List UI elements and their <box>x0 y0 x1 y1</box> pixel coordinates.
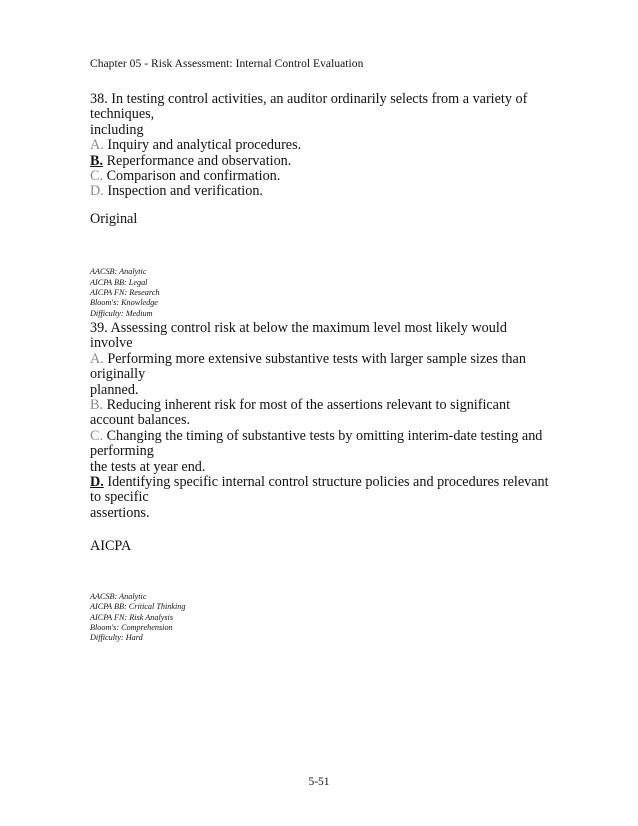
tag-aacsb: AACSB: Analytic <box>90 267 147 277</box>
answer-option-b <box>90 154 550 169</box>
option-letter: D. <box>90 183 104 200</box>
tag-aicpa-fn: AICPA FN: Risk Analysis <box>90 612 174 622</box>
answer-option-c <box>90 169 550 184</box>
question-stem-line: 38. In testing control activities, an auditor ordinarily selects from a variety of techniques, <box>90 91 528 123</box>
option-letter: C. <box>90 427 104 444</box>
option-text: Inquiry and analytical procedures. <box>103 137 302 154</box>
question-source: AICPA <box>90 538 132 555</box>
tag-blooms: Bloom's: Comprehension <box>90 622 173 632</box>
option-text: Identifying specific internal control structure policies and procedures relevant to specific <box>90 474 549 506</box>
page-number: 5-51 <box>308 776 330 788</box>
question-stem-line: 39. Assessing control risk at below the maximum level most likely would involve <box>90 320 507 352</box>
tag-aicpa-bb: AICPA BB: Legal <box>90 277 148 287</box>
tag-aicpa-fn: AICPA FN: Research <box>90 288 160 298</box>
answer-option-a-continued: planned. <box>90 381 139 398</box>
option-text: Reperformance and observation. <box>103 152 292 169</box>
option-letter: A. <box>90 350 104 367</box>
question-38 <box>90 92 550 319</box>
answer-option-b <box>90 398 550 429</box>
answer-option-d <box>90 184 550 199</box>
answer-option-a <box>90 138 550 153</box>
tag-blooms: Bloom's: Knowledge <box>90 298 158 308</box>
tag-difficulty: Difficulty: Hard <box>90 633 143 643</box>
question-source: Original <box>90 210 138 227</box>
option-letter: B. <box>90 397 104 414</box>
option-text: Reducing inherent risk for most of the assertions relevant to significant account balances. <box>90 397 511 429</box>
tag-aicpa-bb: AICPA BB: Critical Thinking <box>90 602 186 612</box>
answer-option-d <box>90 475 550 506</box>
option-letter: C. <box>90 168 104 185</box>
question-stem-line: including <box>90 121 144 138</box>
tag-aacsb: AACSB: Analytic <box>90 591 147 601</box>
answer-option-d-continued: assertions. <box>90 504 150 521</box>
option-text: Comparison and confirmation. <box>103 168 281 185</box>
question-tags <box>90 267 550 319</box>
answer-option-c <box>90 429 550 460</box>
correct-option-letter: B. <box>90 152 104 169</box>
option-text: Inspection and verification. <box>103 183 263 200</box>
option-text: Performing more extensive substantive tests with larger sample sizes than originally <box>90 350 526 383</box>
answer-option-a <box>90 352 550 383</box>
option-text: Changing the timing of substantive tests by omitting interim-date testing and performing <box>90 427 543 460</box>
question-39 <box>90 321 550 644</box>
correct-option-letter: D. <box>90 474 104 491</box>
question-tags <box>90 592 550 644</box>
answer-option-c-continued: the tests at year end. <box>90 458 206 475</box>
tag-difficulty: Difficulty: Medium <box>90 308 153 318</box>
option-letter: A. <box>90 137 104 154</box>
chapter-header: Chapter 05 - Risk Assessment: Internal Control Evaluation <box>90 58 364 70</box>
